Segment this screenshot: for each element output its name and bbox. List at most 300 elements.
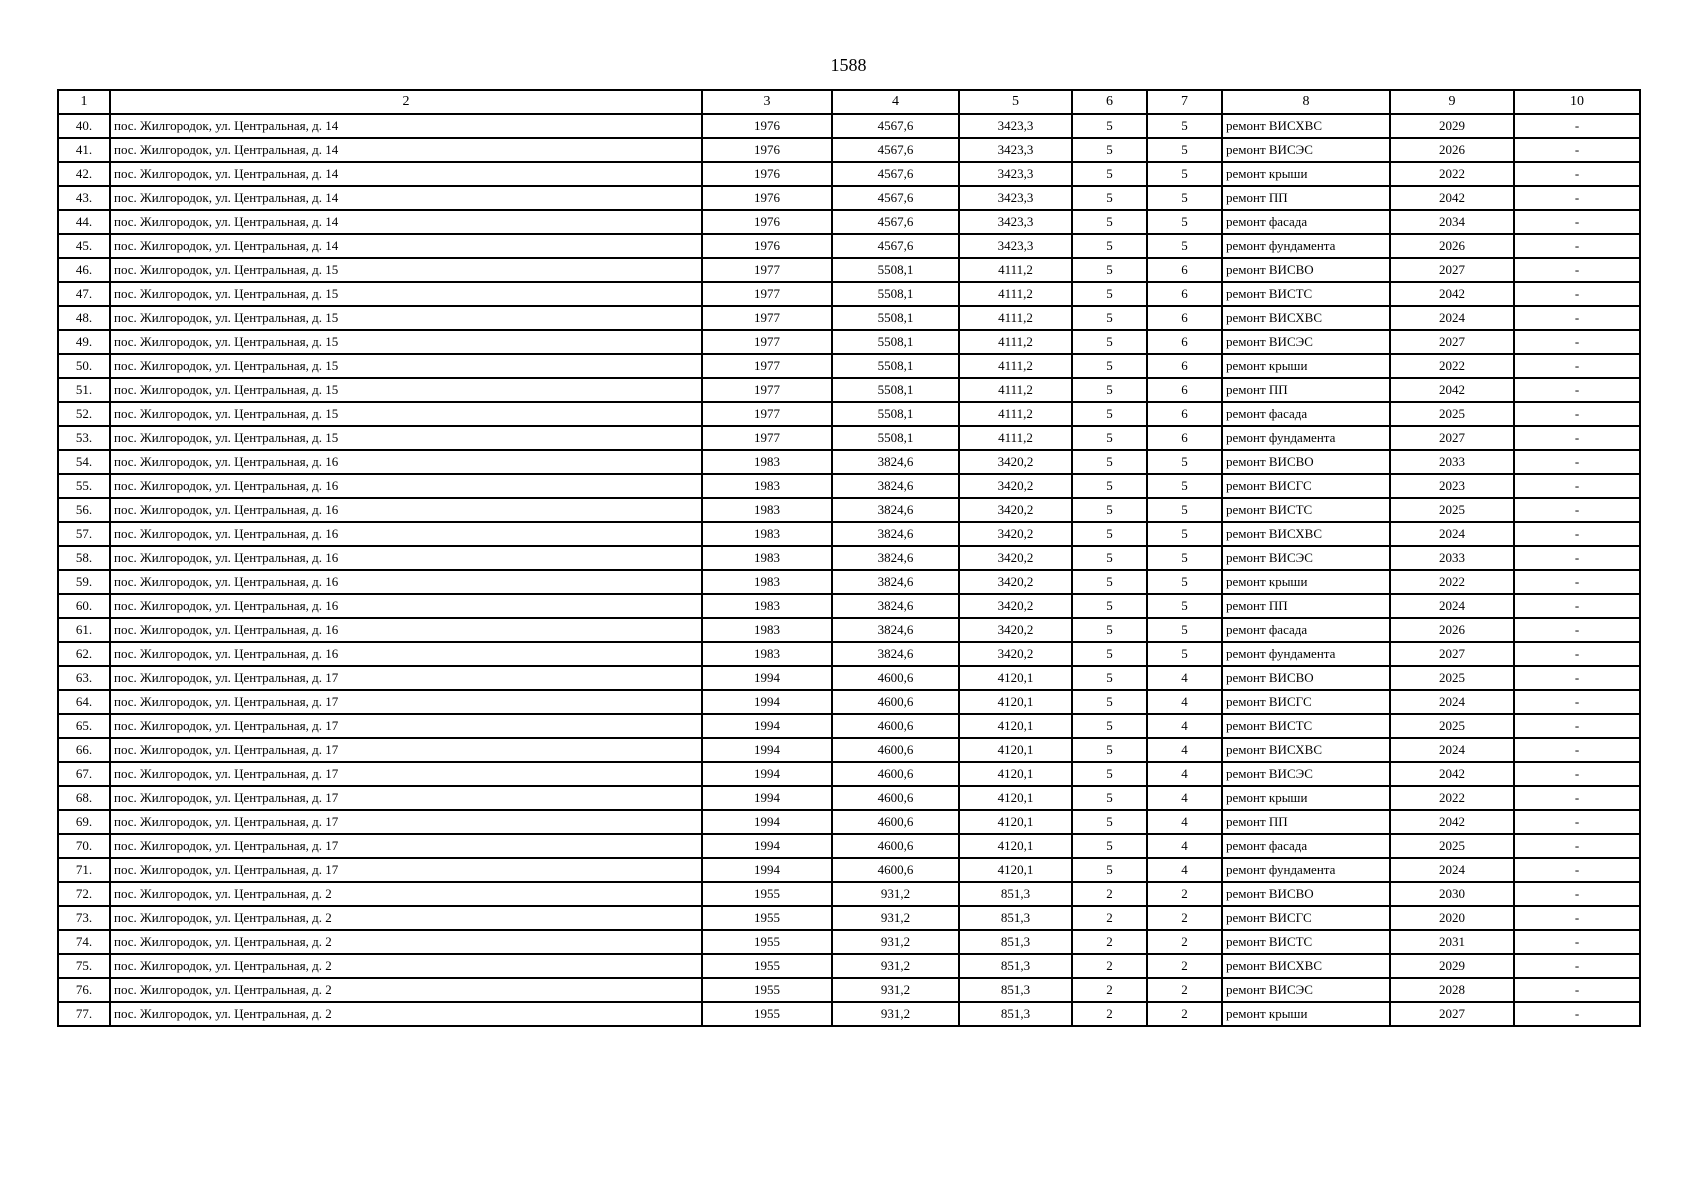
year-built-cell: 1994 [702,714,832,738]
address-cell: пос. Жилгородок, ул. Центральная, д. 15 [110,306,702,330]
note-cell: - [1514,882,1640,906]
year-built-cell: 1994 [702,786,832,810]
living-area-cell: 3420,2 [959,642,1072,666]
address-cell: пос. Жилгородок, ул. Центральная, д. 16 [110,570,702,594]
work-type-cell: ремонт ВИСЭС [1222,138,1390,162]
planned-year-cell: 2022 [1390,354,1514,378]
year-built-cell: 1994 [702,762,832,786]
address-cell: пос. Жилгородок, ул. Центральная, д. 14 [110,234,702,258]
row-number-cell: 43. [58,186,110,210]
note-cell: - [1514,666,1640,690]
year-built-cell: 1976 [702,114,832,138]
note-cell: - [1514,1002,1640,1026]
address-cell: пос. Жилгородок, ул. Центральная, д. 17 [110,810,702,834]
work-type-cell: ремонт ВИСВО [1222,666,1390,690]
entrances-cell: 5 [1147,642,1222,666]
living-area-cell: 3423,3 [959,138,1072,162]
total-area-cell: 3824,6 [832,546,959,570]
floors-cell: 5 [1072,282,1147,306]
work-type-cell: ремонт ВИСВО [1222,882,1390,906]
entrances-cell: 2 [1147,906,1222,930]
floors-cell: 5 [1072,402,1147,426]
work-type-cell: ремонт ВИСЭС [1222,330,1390,354]
header-row [58,90,1640,114]
year-built-cell: 1976 [702,210,832,234]
total-area-cell: 931,2 [832,882,959,906]
address-cell: пос. Жилгородок, ул. Центральная, д. 16 [110,546,702,570]
address-cell: пос. Жилгородок, ул. Центральная, д. 17 [110,666,702,690]
work-type-cell: ремонт ВИСТС [1222,714,1390,738]
planned-year-cell: 2025 [1390,834,1514,858]
column-header-9: 9 [1390,90,1514,114]
entrances-cell: 5 [1147,594,1222,618]
planned-year-cell: 2025 [1390,402,1514,426]
table-row [58,786,1640,810]
year-built-cell: 1983 [702,546,832,570]
floors-cell: 5 [1072,474,1147,498]
address-cell: пос. Жилгородок, ул. Центральная, д. 16 [110,498,702,522]
entrances-cell: 5 [1147,546,1222,570]
work-type-cell: ремонт ВИСГС [1222,906,1390,930]
floors-cell: 5 [1072,618,1147,642]
year-built-cell: 1994 [702,666,832,690]
note-cell: - [1514,954,1640,978]
work-type-cell: ремонт ВИСГС [1222,690,1390,714]
row-number-cell: 53. [58,426,110,450]
planned-year-cell: 2026 [1390,138,1514,162]
entrances-cell: 6 [1147,282,1222,306]
note-cell: - [1514,474,1640,498]
living-area-cell: 3423,3 [959,234,1072,258]
living-area-cell: 3420,2 [959,594,1072,618]
planned-year-cell: 2034 [1390,210,1514,234]
planned-year-cell: 2042 [1390,282,1514,306]
total-area-cell: 4567,6 [832,162,959,186]
work-type-cell: ремонт ВИСВО [1222,450,1390,474]
living-area-cell: 4111,2 [959,402,1072,426]
entrances-cell: 4 [1147,714,1222,738]
work-type-cell: ремонт ПП [1222,810,1390,834]
living-area-cell: 4120,1 [959,810,1072,834]
address-cell: пос. Жилгородок, ул. Центральная, д. 16 [110,450,702,474]
table-row [58,618,1640,642]
entrances-cell: 2 [1147,1002,1222,1026]
table-row [58,858,1640,882]
living-area-cell: 3423,3 [959,114,1072,138]
note-cell: - [1514,258,1640,282]
address-cell: пос. Жилгородок, ул. Центральная, д. 2 [110,930,702,954]
year-built-cell: 1976 [702,138,832,162]
total-area-cell: 3824,6 [832,498,959,522]
table-row [58,378,1640,402]
entrances-cell: 5 [1147,450,1222,474]
work-type-cell: ремонт ВИСХВС [1222,954,1390,978]
total-area-cell: 4600,6 [832,810,959,834]
row-number-cell: 44. [58,210,110,234]
total-area-cell: 5508,1 [832,354,959,378]
address-cell: пос. Жилгородок, ул. Центральная, д. 14 [110,162,702,186]
row-number-cell: 60. [58,594,110,618]
living-area-cell: 4111,2 [959,282,1072,306]
work-type-cell: ремонт крыши [1222,570,1390,594]
living-area-cell: 3420,2 [959,570,1072,594]
planned-year-cell: 2023 [1390,474,1514,498]
note-cell: - [1514,738,1640,762]
planned-year-cell: 2022 [1390,570,1514,594]
address-cell: пос. Жилгородок, ул. Центральная, д. 17 [110,762,702,786]
total-area-cell: 4567,6 [832,210,959,234]
living-area-cell: 3420,2 [959,474,1072,498]
note-cell: - [1514,690,1640,714]
living-area-cell: 4120,1 [959,786,1072,810]
total-area-cell: 5508,1 [832,282,959,306]
column-header-7: 7 [1147,90,1222,114]
work-type-cell: ремонт ВИСХВС [1222,738,1390,762]
address-cell: пос. Жилгородок, ул. Центральная, д. 17 [110,786,702,810]
work-type-cell: ремонт ВИСГС [1222,474,1390,498]
total-area-cell: 3824,6 [832,642,959,666]
address-cell: пос. Жилгородок, ул. Центральная, д. 17 [110,738,702,762]
planned-year-cell: 2025 [1390,498,1514,522]
address-cell: пос. Жилгородок, ул. Центральная, д. 15 [110,402,702,426]
table-row [58,162,1640,186]
entrances-cell: 6 [1147,402,1222,426]
row-number-cell: 42. [58,162,110,186]
year-built-cell: 1955 [702,1002,832,1026]
note-cell: - [1514,930,1640,954]
work-type-cell: ремонт ВИСЭС [1222,762,1390,786]
floors-cell: 5 [1072,642,1147,666]
note-cell: - [1514,762,1640,786]
row-number-cell: 49. [58,330,110,354]
note-cell: - [1514,546,1640,570]
entrances-cell: 4 [1147,762,1222,786]
address-cell: пос. Жилгородок, ул. Центральная, д. 15 [110,282,702,306]
floors-cell: 5 [1072,762,1147,786]
row-number-cell: 61. [58,618,110,642]
year-built-cell: 1983 [702,474,832,498]
address-cell: пос. Жилгородок, ул. Центральная, д. 15 [110,330,702,354]
repair-schedule-table [57,89,1641,1027]
work-type-cell: ремонт крыши [1222,1002,1390,1026]
total-area-cell: 4567,6 [832,234,959,258]
table-row [58,978,1640,1002]
entrances-cell: 5 [1147,474,1222,498]
year-built-cell: 1983 [702,570,832,594]
note-cell: - [1514,306,1640,330]
planned-year-cell: 2029 [1390,114,1514,138]
planned-year-cell: 2024 [1390,594,1514,618]
row-number-cell: 69. [58,810,110,834]
column-header-5: 5 [959,90,1072,114]
work-type-cell: ремонт фундамента [1222,642,1390,666]
living-area-cell: 4111,2 [959,306,1072,330]
living-area-cell: 3420,2 [959,498,1072,522]
floors-cell: 5 [1072,714,1147,738]
table-row [58,522,1640,546]
address-cell: пос. Жилгородок, ул. Центральная, д. 14 [110,186,702,210]
living-area-cell: 3423,3 [959,162,1072,186]
planned-year-cell: 2027 [1390,330,1514,354]
living-area-cell: 3423,3 [959,186,1072,210]
planned-year-cell: 2027 [1390,426,1514,450]
entrances-cell: 5 [1147,162,1222,186]
table-row [58,762,1640,786]
row-number-cell: 52. [58,402,110,426]
row-number-cell: 70. [58,834,110,858]
year-built-cell: 1955 [702,978,832,1002]
floors-cell: 5 [1072,498,1147,522]
column-header-2: 2 [110,90,702,114]
work-type-cell: ремонт крыши [1222,162,1390,186]
work-type-cell: ремонт ПП [1222,378,1390,402]
row-number-cell: 54. [58,450,110,474]
row-number-cell: 63. [58,666,110,690]
row-number-cell: 58. [58,546,110,570]
row-number-cell: 46. [58,258,110,282]
table-row [58,450,1640,474]
total-area-cell: 3824,6 [832,594,959,618]
column-header-10: 10 [1514,90,1640,114]
row-number-cell: 64. [58,690,110,714]
page-number: 1588 [830,55,867,75]
floors-cell: 2 [1072,930,1147,954]
living-area-cell: 3420,2 [959,450,1072,474]
living-area-cell: 3420,2 [959,618,1072,642]
row-number-cell: 77. [58,1002,110,1026]
planned-year-cell: 2022 [1390,786,1514,810]
planned-year-cell: 2030 [1390,882,1514,906]
floors-cell: 5 [1072,690,1147,714]
row-number-cell: 65. [58,714,110,738]
planned-year-cell: 2024 [1390,522,1514,546]
address-cell: пос. Жилгородок, ул. Центральная, д. 17 [110,858,702,882]
address-cell: пос. Жилгородок, ул. Центральная, д. 2 [110,882,702,906]
table-row [58,306,1640,330]
entrances-cell: 5 [1147,570,1222,594]
floors-cell: 5 [1072,834,1147,858]
address-cell: пос. Жилгородок, ул. Центральная, д. 16 [110,522,702,546]
entrances-cell: 2 [1147,882,1222,906]
table-row [58,714,1640,738]
planned-year-cell: 2033 [1390,450,1514,474]
entrances-cell: 4 [1147,810,1222,834]
note-cell: - [1514,522,1640,546]
note-cell: - [1514,354,1640,378]
address-cell: пос. Жилгородок, ул. Центральная, д. 15 [110,378,702,402]
note-cell: - [1514,786,1640,810]
row-number-cell: 56. [58,498,110,522]
row-number-cell: 45. [58,234,110,258]
floors-cell: 5 [1072,738,1147,762]
address-cell: пос. Жилгородок, ул. Центральная, д. 2 [110,906,702,930]
living-area-cell: 4111,2 [959,426,1072,450]
row-number-cell: 48. [58,306,110,330]
entrances-cell: 6 [1147,378,1222,402]
total-area-cell: 931,2 [832,930,959,954]
planned-year-cell: 2022 [1390,162,1514,186]
row-number-cell: 71. [58,858,110,882]
total-area-cell: 3824,6 [832,522,959,546]
living-area-cell: 4111,2 [959,258,1072,282]
year-built-cell: 1983 [702,642,832,666]
work-type-cell: ремонт ВИСВО [1222,258,1390,282]
note-cell: - [1514,594,1640,618]
floors-cell: 2 [1072,882,1147,906]
table-row [58,258,1640,282]
table-row [58,906,1640,930]
planned-year-cell: 2031 [1390,930,1514,954]
year-built-cell: 1955 [702,906,832,930]
planned-year-cell: 2042 [1390,762,1514,786]
year-built-cell: 1976 [702,186,832,210]
row-number-cell: 76. [58,978,110,1002]
work-type-cell: ремонт ВИСТС [1222,930,1390,954]
table-row [58,834,1640,858]
column-header-4: 4 [832,90,959,114]
work-type-cell: ремонт фасада [1222,834,1390,858]
column-header-8: 8 [1222,90,1390,114]
row-number-cell: 75. [58,954,110,978]
floors-cell: 5 [1072,138,1147,162]
entrances-cell: 4 [1147,666,1222,690]
living-area-cell: 4111,2 [959,354,1072,378]
living-area-cell: 851,3 [959,1002,1072,1026]
note-cell: - [1514,858,1640,882]
living-area-cell: 4120,1 [959,714,1072,738]
living-area-cell: 3423,3 [959,210,1072,234]
row-number-cell: 66. [58,738,110,762]
table-row [58,810,1640,834]
work-type-cell: ремонт ВИСХВС [1222,306,1390,330]
year-built-cell: 1977 [702,402,832,426]
row-number-cell: 55. [58,474,110,498]
floors-cell: 5 [1072,234,1147,258]
floors-cell: 5 [1072,210,1147,234]
work-type-cell: ремонт ВИСТС [1222,498,1390,522]
floors-cell: 5 [1072,546,1147,570]
address-cell: пос. Жилгородок, ул. Центральная, д. 2 [110,1002,702,1026]
total-area-cell: 4600,6 [832,666,959,690]
total-area-cell: 931,2 [832,978,959,1002]
note-cell: - [1514,330,1640,354]
living-area-cell: 4111,2 [959,330,1072,354]
floors-cell: 5 [1072,594,1147,618]
entrances-cell: 6 [1147,426,1222,450]
living-area-cell: 3420,2 [959,522,1072,546]
living-area-cell: 851,3 [959,930,1072,954]
work-type-cell: ремонт ВИСХВС [1222,522,1390,546]
total-area-cell: 5508,1 [832,426,959,450]
year-built-cell: 1983 [702,450,832,474]
work-type-cell: ремонт фундамента [1222,234,1390,258]
address-cell: пос. Жилгородок, ул. Центральная, д. 16 [110,594,702,618]
work-type-cell: ремонт крыши [1222,786,1390,810]
floors-cell: 2 [1072,954,1147,978]
floors-cell: 5 [1072,450,1147,474]
planned-year-cell: 2026 [1390,234,1514,258]
entrances-cell: 6 [1147,354,1222,378]
row-number-cell: 47. [58,282,110,306]
work-type-cell: ремонт фундамента [1222,426,1390,450]
row-number-cell: 41. [58,138,110,162]
entrances-cell: 2 [1147,930,1222,954]
total-area-cell: 3824,6 [832,618,959,642]
address-cell: пос. Жилгородок, ул. Центральная, д. 15 [110,426,702,450]
note-cell: - [1514,810,1640,834]
year-built-cell: 1955 [702,930,832,954]
entrances-cell: 6 [1147,306,1222,330]
year-built-cell: 1976 [702,234,832,258]
entrances-cell: 6 [1147,258,1222,282]
address-cell: пос. Жилгородок, ул. Центральная, д. 14 [110,114,702,138]
row-number-cell: 73. [58,906,110,930]
address-cell: пос. Жилгородок, ул. Центральная, д. 15 [110,354,702,378]
total-area-cell: 5508,1 [832,330,959,354]
year-built-cell: 1994 [702,810,832,834]
note-cell: - [1514,834,1640,858]
floors-cell: 5 [1072,330,1147,354]
total-area-cell: 4567,6 [832,138,959,162]
table-row [58,930,1640,954]
row-number-cell: 51. [58,378,110,402]
year-built-cell: 1977 [702,426,832,450]
table-row [58,546,1640,570]
total-area-cell: 5508,1 [832,402,959,426]
year-built-cell: 1994 [702,738,832,762]
address-cell: пос. Жилгородок, ул. Центральная, д. 15 [110,258,702,282]
planned-year-cell: 2029 [1390,954,1514,978]
table-row [58,690,1640,714]
row-number-cell: 68. [58,786,110,810]
table-row [58,426,1640,450]
row-number-cell: 67. [58,762,110,786]
table-row [58,1002,1640,1026]
entrances-cell: 4 [1147,786,1222,810]
address-cell: пос. Жилгородок, ул. Центральная, д. 17 [110,834,702,858]
work-type-cell: ремонт фасада [1222,618,1390,642]
work-type-cell: ремонт ПП [1222,594,1390,618]
table-row [58,354,1640,378]
address-cell: пос. Жилгородок, ул. Центральная, д. 16 [110,618,702,642]
year-built-cell: 1977 [702,354,832,378]
entrances-cell: 4 [1147,858,1222,882]
planned-year-cell: 2042 [1390,186,1514,210]
planned-year-cell: 2025 [1390,714,1514,738]
total-area-cell: 3824,6 [832,450,959,474]
column-header-1: 1 [58,90,110,114]
entrances-cell: 2 [1147,978,1222,1002]
floors-cell: 5 [1072,306,1147,330]
note-cell: - [1514,138,1640,162]
entrances-cell: 5 [1147,114,1222,138]
table-body [58,114,1640,1026]
note-cell: - [1514,570,1640,594]
planned-year-cell: 2024 [1390,738,1514,762]
entrances-cell: 5 [1147,234,1222,258]
year-built-cell: 1983 [702,498,832,522]
address-cell: пос. Жилгородок, ул. Центральная, д. 17 [110,714,702,738]
work-type-cell: ремонт ВИСТС [1222,282,1390,306]
floors-cell: 5 [1072,258,1147,282]
living-area-cell: 4120,1 [959,762,1072,786]
living-area-cell: 4111,2 [959,378,1072,402]
living-area-cell: 851,3 [959,954,1072,978]
table-row [58,498,1640,522]
table-row [58,234,1640,258]
entrances-cell: 5 [1147,210,1222,234]
year-built-cell: 1977 [702,330,832,354]
